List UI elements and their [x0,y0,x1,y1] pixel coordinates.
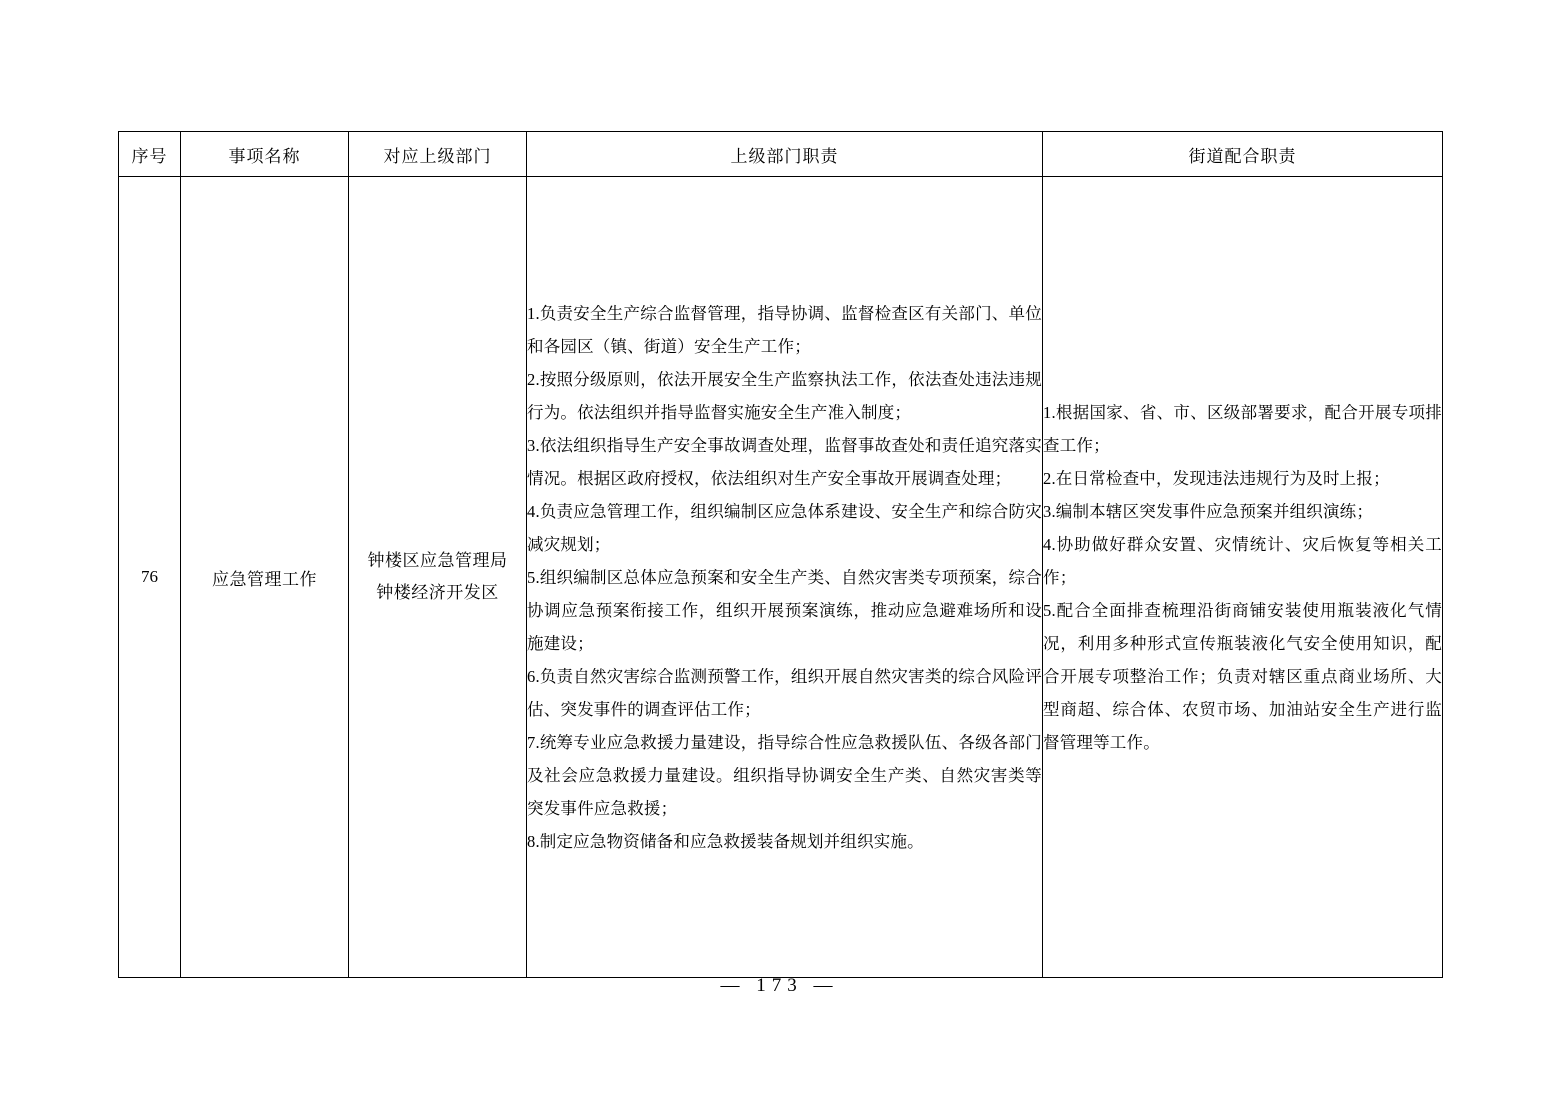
header-upper-duty: 上级部门职责 [527,132,1043,177]
cell-item-name: 应急管理工作 [181,177,349,978]
header-upper-dept: 对应上级部门 [349,132,527,177]
cell-upper-duty [527,177,1043,978]
cell-upper-department [349,177,527,978]
table-header-row [119,132,1443,177]
upper-department-line-2: 钟楼经济开发区 [376,583,499,602]
upper-duty-text: 1.负责安全生产综合监督管理，指导协调、监督检查区有关部门、单位和各园区（镇、街道）安全生产工作； 2.按照分级原则，依法开展安全生产监察执法工作，依法查处违法违规行为。依法组织并指导监督实施安全生产准入制度； 3.依法组织指导生产安全事故调查处理，监督事故查处和责任追究落实情况。根据区政府授权，依法组织对生产安全事故开展调查处理； 4.负责应急管理工作，组织编制区应急体系建设、安全生产和综合防灾减灾规划； 5.组织编制区总体应急预案和安全生产类、自然灾害类专项预案，综合协调应急预案衔接工作，组织开展预案演练，推动应急避难场所和设施建设； 6.负责自然灾害综合监测预警工作，组织开展自然灾害类的综合风险评估、突发事件的调查评估工作； 7.统筹专业应急救援力量建设，指导综合性应急救援队伍、各级各部门及社会应急救援力量建设。组织指导协调安全生产类、自然灾害类等突发事件应急救援； 8.制定应急物资储备和应急救援装备规划并组织实施。 [527,303,1042,851]
cell-sequence-number: 76 [119,177,181,978]
responsibility-table [118,131,1443,978]
table-row [119,177,1443,978]
header-seq: 序号 [119,132,181,177]
header-item-name: 事项名称 [181,132,349,177]
street-duty-text: 1.根据国家、省、市、区级部署要求，配合开展专项排查工作； 2.在日常检查中，发现违法违规行为及时上报； 3.编制本辖区突发事件应急预案并组织演练； 4.协助做好群众安置、灾情统计、灾后恢复等相关工作； 5.配合全面排查梳理沿街商铺安装使用瓶装液化气情况，利用多种形式宣传瓶装液化气安全使用知识，配合开展专项整治工作；负责对辖区重点商业场所、大型商超、综合体、农贸市场、加油站安全生产进行监督管理等工作。 [1043,402,1442,752]
cell-street-duty [1043,177,1443,978]
upper-department-line-1: 钟楼区应急管理局 [367,550,508,570]
page-number: — 173 — [720,975,839,996]
header-street-duty: 街道配合职责 [1043,132,1443,177]
